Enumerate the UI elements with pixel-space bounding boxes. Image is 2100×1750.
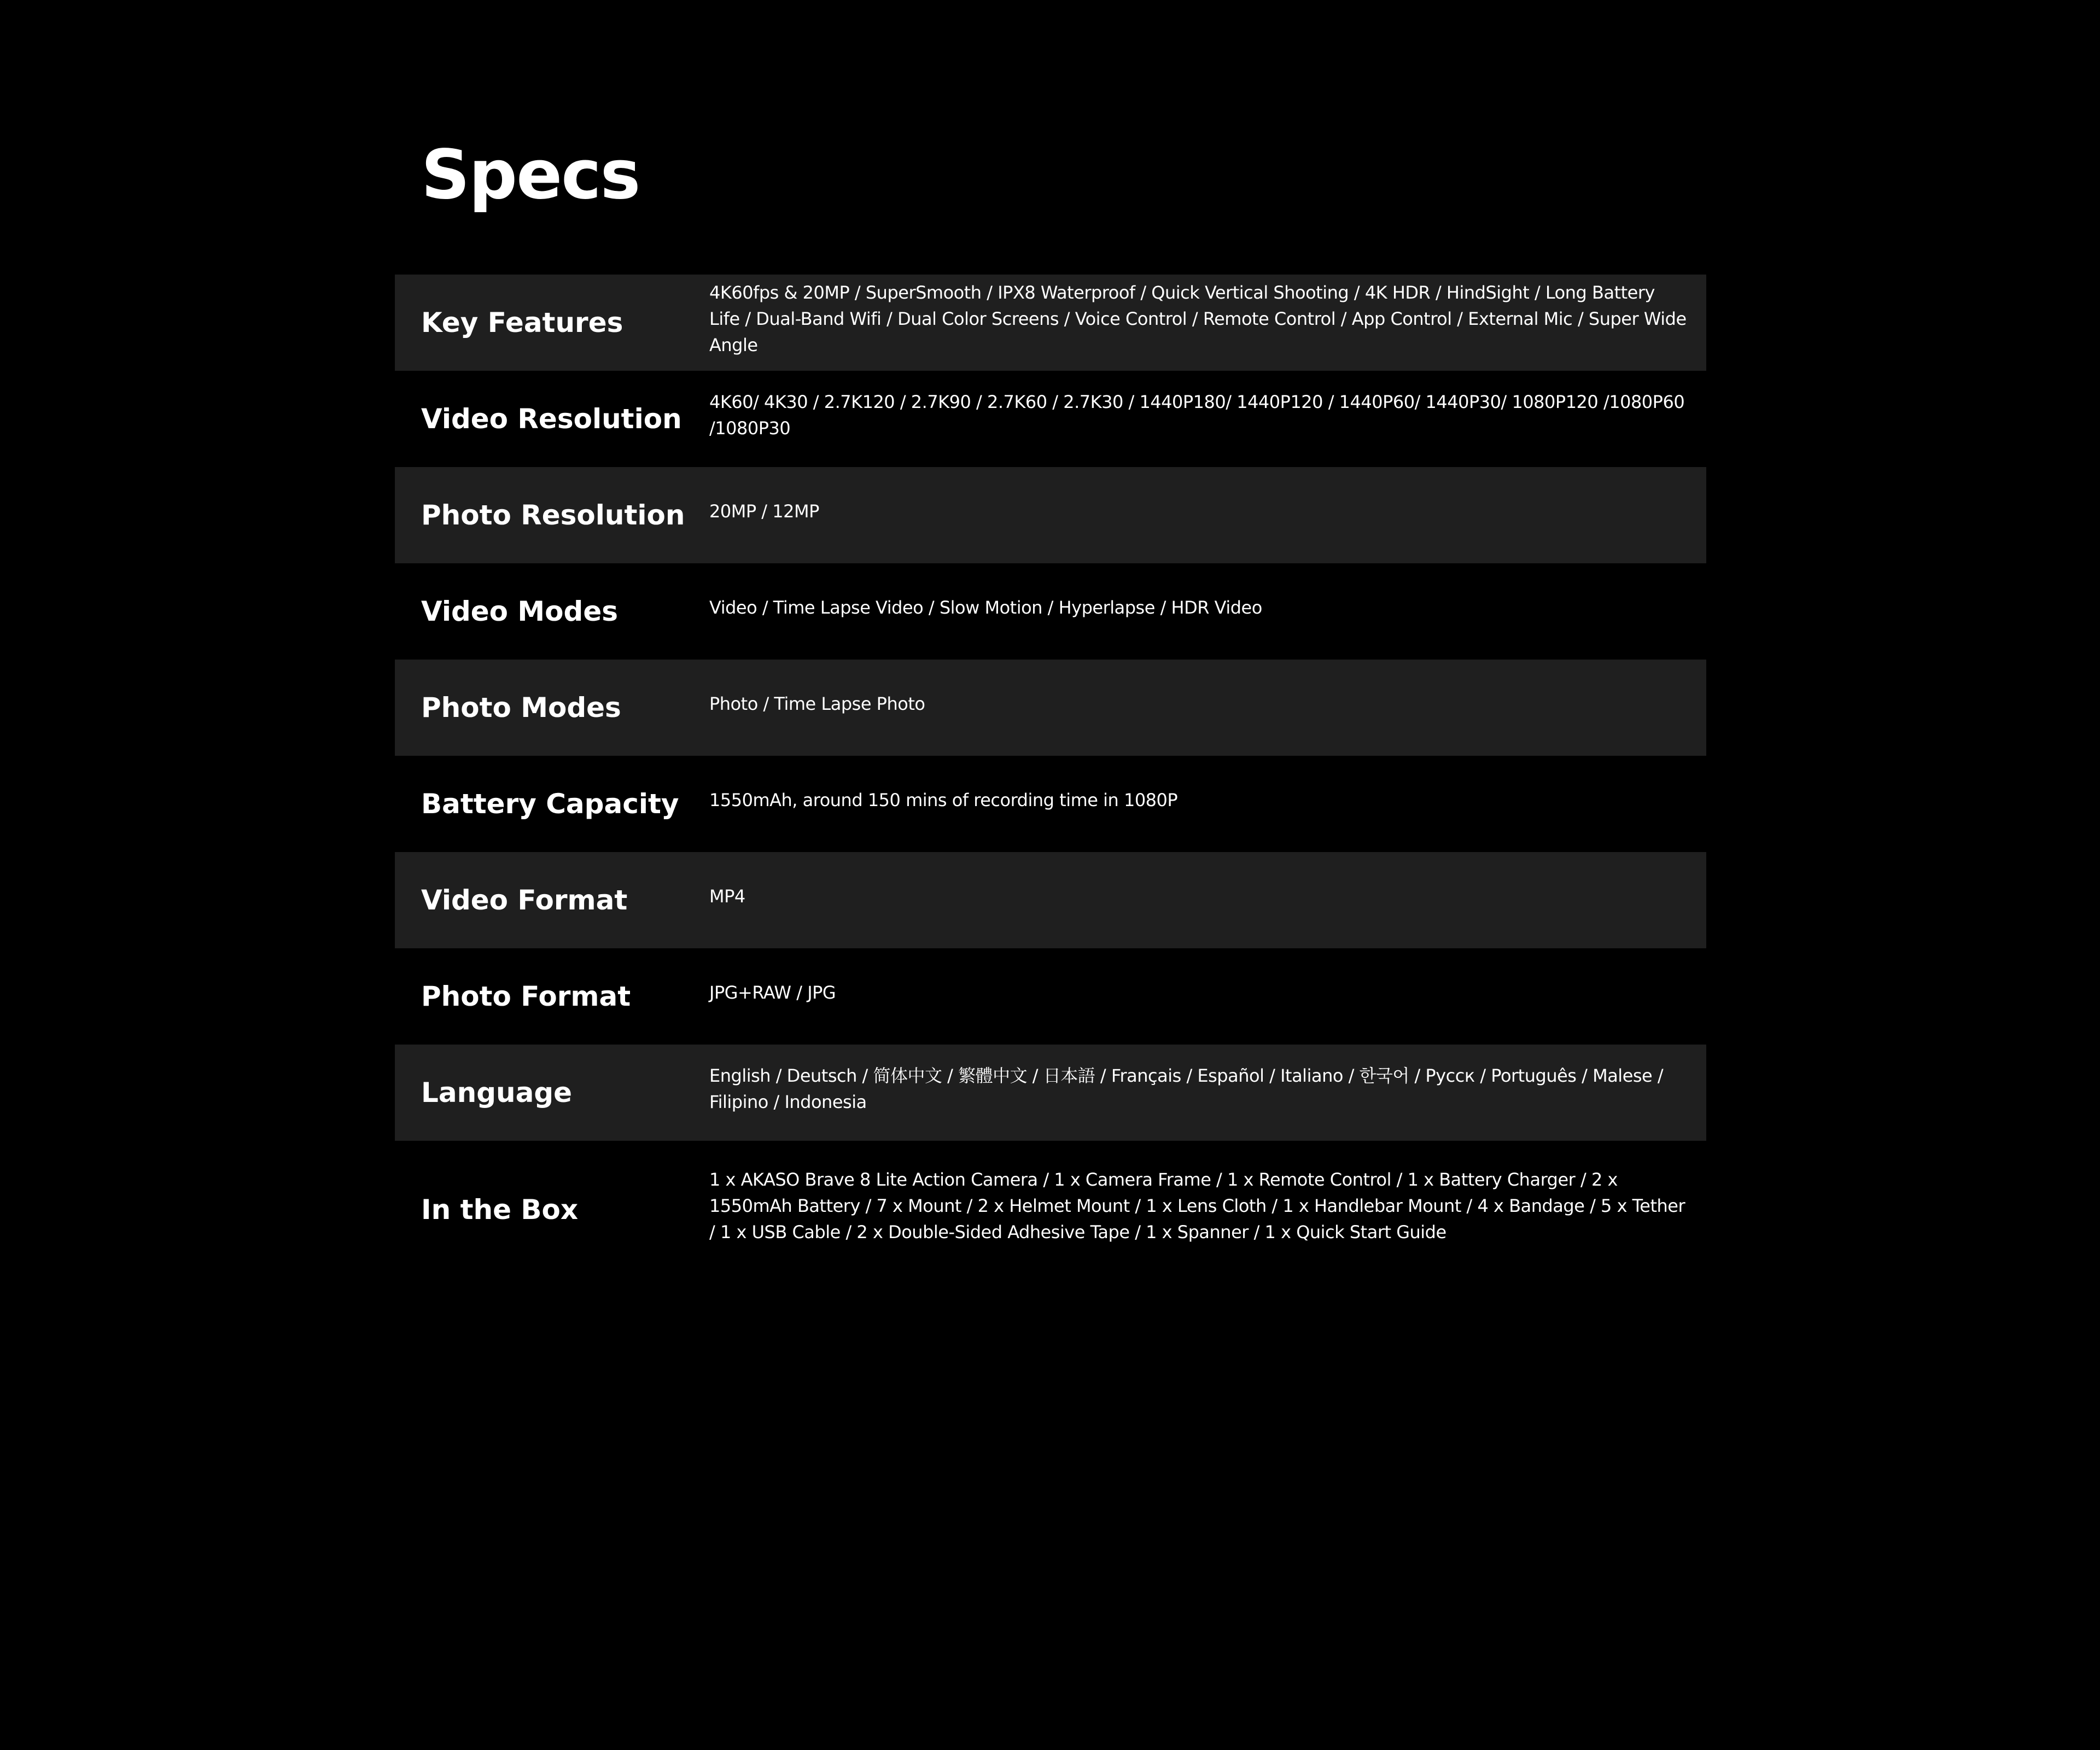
spec-value: English / Deutsch / 简体中文 / 繁體中文 / 日本語 / Français / Español / Italiano / 한국어 / Pусск / Português / Malese / Filipino / Indonesia — [709, 1065, 1664, 1112]
spec-row-key-features — [395, 275, 1706, 371]
spec-value: 1550mAh, around 150 mins of recording time in 1080P — [709, 790, 1178, 810]
spec-row-photo-modes — [395, 660, 1706, 756]
spec-label: Battery Capacity — [421, 788, 679, 820]
spec-row-language — [395, 1045, 1706, 1141]
spec-row-video-format — [395, 852, 1706, 948]
page-title: Specs — [421, 136, 640, 214]
spec-row-in-the-box — [395, 1141, 1706, 1279]
spec-row-photo-resolution — [395, 467, 1706, 563]
spec-label: Video Modes — [421, 596, 618, 627]
spec-label: Video Resolution — [421, 403, 682, 435]
specs-table — [395, 275, 1706, 1279]
spec-value: 4K60/ 4K30 / 2.7K120 / 2.7K90 / 2.7K60 / 2.7K30 / 1440P180/ 1440P120 / 1440P60/ 1440P30/ 1080P120 /1080P60 /1080P30 — [709, 392, 1685, 439]
spec-value: 1 x AKASO Brave 8 Lite Action Camera / 1 x Camera Frame / 1 x Remote Control / 1 x Battery Charger / 2 x 1550mAh Battery / 7 x Mount / 2 x Helmet Mount / 1 x Lens Cloth / 1 x Handlebar Mount / 4 x Bandage / 5 x Tether / 1 x USB Cable / 2 x Double-Sided Adhesive Tape / 1 x Spanner / 1 x Quick Start Guide — [709, 1169, 1685, 1242]
spec-value: JPG+RAW / JPG — [709, 982, 836, 1003]
spec-value: MP4 — [709, 886, 745, 907]
spec-label: Language — [421, 1077, 573, 1109]
spec-row-battery-capacity — [395, 756, 1706, 852]
spec-label: Video Format — [421, 884, 628, 916]
spec-value: Photo / Time Lapse Photo — [709, 693, 925, 714]
spec-row-video-resolution — [395, 371, 1706, 467]
spec-value: 20MP / 12MP — [709, 501, 819, 522]
spec-value: 4K60fps & 20MP / SuperSmooth / IPX8 Waterproof / Quick Vertical Shooting / 4K HDR / HindSight / Long Battery Life / Dual-Band Wifi / Dual Color Screens / Voice Control / Remote Control / App Control / External Mic / Super Wide Angle — [709, 282, 1687, 355]
spec-value: Video / Time Lapse Video / Slow Motion / Hyperlapse / HDR Video — [709, 597, 1262, 618]
spec-label: Photo Format — [421, 981, 631, 1012]
spec-label: Photo Modes — [421, 692, 621, 724]
spec-label: In the Box — [421, 1194, 579, 1226]
spec-row-photo-format — [395, 948, 1706, 1045]
spec-label: Key Features — [421, 307, 623, 339]
spec-row-video-modes — [395, 563, 1706, 660]
spec-label: Photo Resolution — [421, 499, 685, 531]
